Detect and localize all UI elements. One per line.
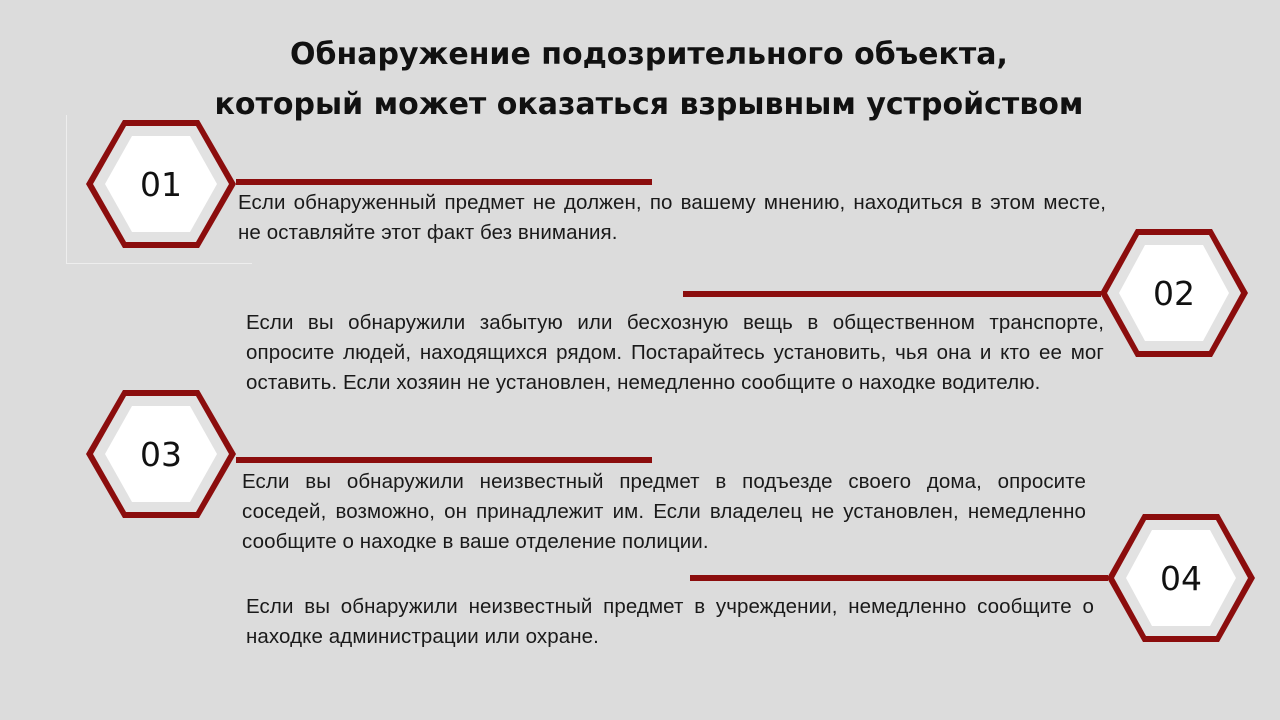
accent-line-02 bbox=[683, 291, 1101, 297]
page-title-line-1: Обнаружение подозрительного объекта, bbox=[290, 37, 1008, 72]
item-text-03: Если вы обнаружили неизвестный предмет в подъезде своего дома, опросите соседей, возможно, он принадлежит им. Если владелец не установлен, немедленно сообщите о находке в ваше отделение полиции. bbox=[242, 470, 1086, 553]
accent-line-01 bbox=[236, 179, 652, 185]
item-number-02: 02 bbox=[1153, 273, 1195, 313]
page-title-line-2: который может оказаться взрывным устройством bbox=[214, 87, 1084, 122]
item-text-02: Если вы обнаружили забытую или бесхозную вещь в общественном транспорте, опросите людей, находящихся рядом. Постарайтесь установить, чья она и кто ее мог оставить. Если хозяин не установлен, немедленно сообщите о находке водителю. bbox=[246, 311, 1104, 394]
item-number-04: 04 bbox=[1160, 558, 1202, 598]
hexagon-badge-03 bbox=[84, 388, 238, 520]
accent-line-03 bbox=[236, 457, 652, 463]
item-text-01: Если обнаруженный предмет не должен, по вашему мнению, находиться в этом месте, не оставляйте этот факт без внимания. bbox=[238, 191, 1106, 244]
item-text-04: Если вы обнаружили неизвестный предмет в учреждении, немедленно сообщите о находке администрации или охране. bbox=[246, 595, 1094, 648]
item-number-01: 01 bbox=[140, 164, 182, 204]
hexagon-badge-02 bbox=[1098, 227, 1250, 359]
accent-line-04 bbox=[690, 575, 1108, 581]
item-number-03: 03 bbox=[140, 434, 182, 474]
hexagon-badge-01 bbox=[84, 118, 238, 250]
hexagon-badge-04 bbox=[1105, 512, 1257, 644]
